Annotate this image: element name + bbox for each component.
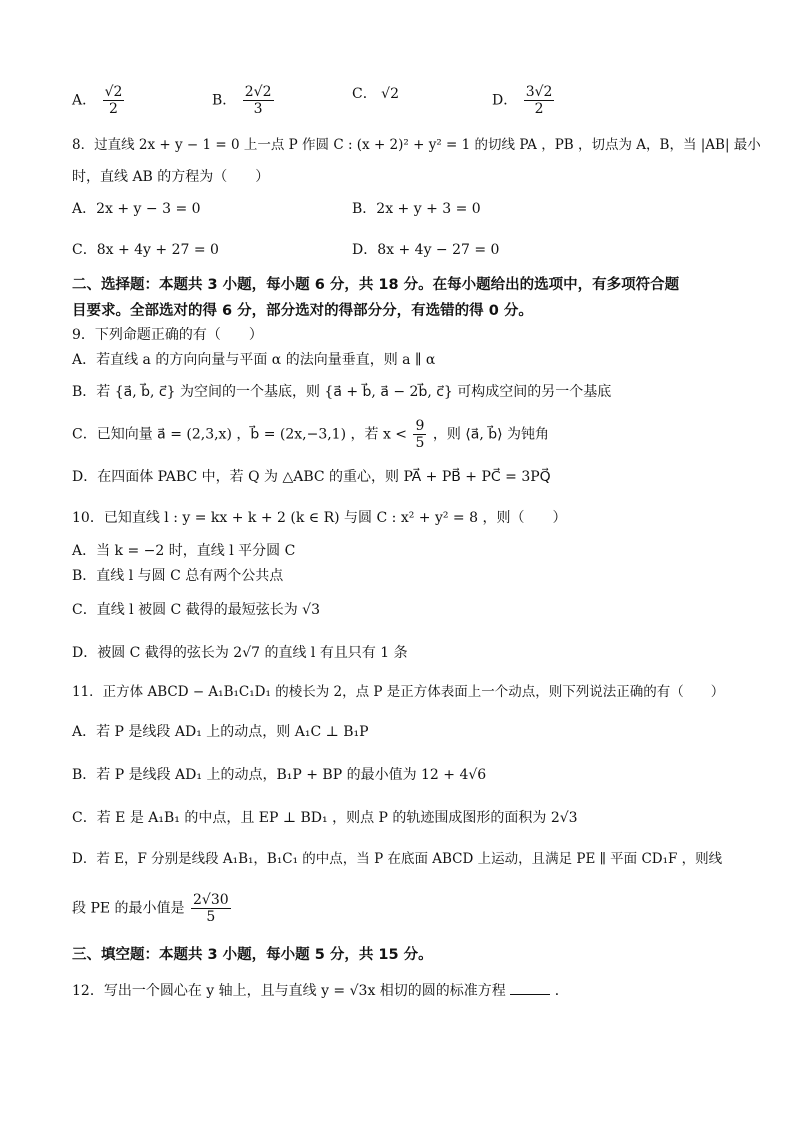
option-label: D． (492, 92, 518, 109)
fraction: $\frac{2√2}{3}$ (244, 84, 272, 117)
q10-stem: 10．已知直线 l : y = kx + k + 2 (k ∈ R) 与圆 C : x² + y² = 8 ，则（ ） (72, 510, 567, 526)
fraction: $\frac{3√2}{2}$ (525, 84, 553, 117)
q12-stem (72, 980, 569, 1001)
question-text: 12．写出一个圆心在 y 轴上，且与直线 y = √3x 相切的圆的标准方程 (72, 983, 506, 999)
q8-option-b: B．2x + y + 3 = 0 (352, 201, 481, 217)
q11-option-b: B．若 P 是线段 AD₁ 上的动点，B₁P + BP 的最小值为 12 + 4√6 (72, 767, 487, 783)
q8-stem-line2: 时，直线 AB 的方程为（ ） (72, 169, 270, 185)
q10-option-d: D．被圆 C 截得的弦长为 2√7 的直线 l 有且只有 1 条 (72, 645, 408, 661)
option-label: C． (352, 86, 377, 102)
q9-stem: 9．下列命题正确的有（ ） (72, 327, 263, 343)
q9-option-b: B．若 {a⃗, b⃗, c⃗} 为空间的一个基底，则 {a⃗ + b⃗, a⃗ − 2b⃗, c⃗} 可构成空间的另一个基底 (72, 384, 612, 400)
fraction: $\frac{9}{5}$ (415, 418, 425, 451)
option-text: 段 PE 的最小值是 (72, 900, 185, 917)
section-3-heading: 三、填空题：本题共 3 小题，每小题 5 分，共 15 分。 (72, 947, 433, 963)
q9-option-d: D．在四面体 PABC 中，若 Q 为 △ABC 的重心，则 PA⃗ + PB⃗ + PC⃗ = 3PQ⃗ (72, 469, 551, 485)
q9-option-a: A．若直线 a 的方向向量与平面 α 的法向量垂直，则 a ∥ α (72, 352, 436, 368)
option-text: C．已知向量 a⃗ = (2,3,x) ，b⃗ = (2x,−3,1) ，若 x < (72, 426, 408, 443)
question-text: ． (554, 983, 569, 999)
q9-option-c (72, 418, 549, 451)
section-2-heading-line1: 二、选择题：本题共 3 小题，每小题 6 分，共 18 分。在每小题给出的选项中，有多项符合题 (72, 277, 680, 293)
q10-option-b: B．直线 l 与圆 C 总有两个公共点 (72, 568, 284, 584)
option-text: √2 (381, 86, 399, 102)
q7-option-a (72, 84, 126, 117)
q11-option-c: C．若 E 是 A₁B₁ 的中点，且 EP ⊥ BD₁ ，则点 P 的轨迹围成图形的面积为 2√3 (72, 810, 578, 826)
q11-option-d-line1: D．若 E，F 分别是线段 A₁B₁，B₁C₁ 的中点，当 P 在底面 ABCD 上运动，且满足 PE ∥ 平面 CD₁F ，则线 (72, 851, 723, 867)
option-label: A． (72, 92, 97, 109)
option-text: ，则 ⟨a⃗, b⃗⟩ 为钝角 (432, 426, 550, 443)
q8-stem-line1: 8．过直线 2x + y − 1 = 0 上一点 P 作圆 C : (x + 2)² + y² = 1 的切线 PA ，PB ，切点为 A，B，当 |AB| 最小 (72, 137, 761, 153)
section-2-heading-line2: 目要求。全部选对的得 6 分，部分选对的得部分分，有选错的得 0 分。 (72, 303, 533, 319)
q10-option-a: A．当 k = −2 时，直线 l 平分圆 C (72, 543, 296, 559)
q8-option-a: A．2x + y − 3 = 0 (72, 201, 201, 217)
q8-option-c: C．8x + 4y + 27 = 0 (72, 242, 219, 258)
fraction: $\frac{√2}{2}$ (104, 84, 123, 117)
answer-blank[interactable] (510, 980, 550, 995)
q10-option-c: C．直线 l 被圆 C 截得的最短弦长为 √3 (72, 602, 320, 618)
q7-option-c (352, 84, 399, 104)
q11-option-d-line2 (72, 892, 233, 925)
q7-option-d (492, 84, 556, 117)
q11-option-a: A．若 P 是线段 AD₁ 上的动点，则 A₁C ⊥ B₁P (72, 724, 369, 740)
q7-option-b (212, 84, 276, 117)
q11-stem: 11．正方体 ABCD − A₁B₁C₁D₁ 的棱长为 2，点 P 是正方体表面上一个动点，则下列说法正确的有（ ） (72, 684, 725, 700)
fraction: $\frac{2√30}{5}$ (193, 892, 229, 925)
q8-option-d: D．8x + 4y − 27 = 0 (352, 242, 500, 258)
option-label: B． (212, 92, 237, 109)
